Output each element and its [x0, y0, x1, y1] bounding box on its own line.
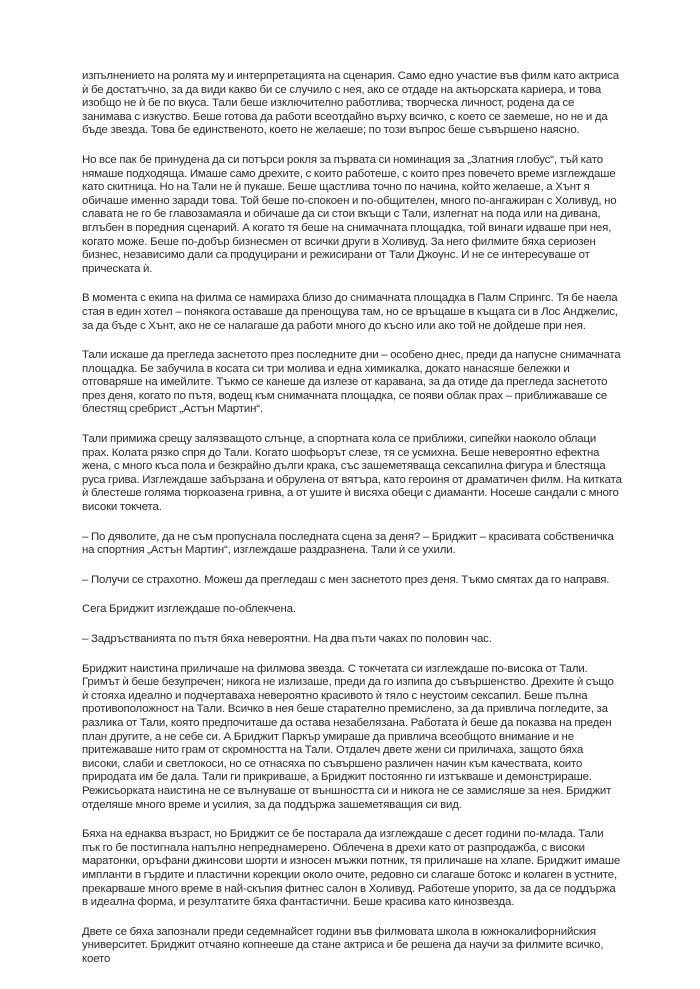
paragraph: В момента с екипа на филма се намираха близо до снимачната площадка в Палм Спрингс. Тя бе наела стая в един хотел – понякога оставаше да пренощува там, но се връщаше в къщата си в Лос Анджелис, за да бъде с Хънт, ако не се налагаше да работи много до късно или ако той не дойдеше при нея.: [82, 292, 618, 332]
paragraph: Бяха на еднаква възраст, но Бриджит се бе постарала да изглеждаше с десет години по-млада. Тали пък го бе постигнала напълно непреднамерено. Облечена в дрехи като от разпродажба, с високи маратонки, оръфани джинсови шорти и износен мъжки потник, тя приличаше на хлапе. Бриджит имаше импланти в гърдите и пластични корекции около очите, редовно си слагаше ботокс и колаген в устните, прекарваше много време в най-скъпия фитнес салон в Холивуд. Работеше упорито, за да се поддържа в идеална форма, и резултатите бяха фантастични. Беше красива като кинозвезда.: [82, 828, 621, 909]
paragraph: Сега Бриджит изглеждаше по-облекчена.: [82, 603, 296, 616]
paragraph: Тали искаше да прегледа заснетото през последните дни – особено днес, преди да напусне снимачната площадка. Бе забучила в косата си три молива и една химикалка, докато нанасяше бележки и отговаряше на имейлите. Тъкмо се канеше да излезе от каравана, за да отиде да прегледа заснетото през деня, когато по пътя, водещ към снимачната площадка, се появи облак прах – приближаваше се блестящ сребрист „Астън Мартин“.: [82, 349, 621, 416]
paragraph: Двете се бяха запознали преди седемнайсет години във филмовата школа в южнокалифорнийския университет. Бриджит отчаяно копнееше да стане актриса и бе решена да научи за филмите всичко, което: [82, 925, 604, 965]
paragraph: Но все пак бе принудена да си потърси рокля за първата си номинация за „Златния глобус“, тъй като нямаше подходяща. Имаше само дрехите, с които работеше, с които през повечето време изглеждаше като скитница. Но на Тали не ѝ пукаше. Беше щастлива точно по начина, който желаеше, а Хънт я обичаше именно заради това. Той беше по-спокоен и по-общителен, много по-ангажиран с Холивуд, но славата не го бе главозамаяла и обичаше да си стои вкъщи с Тали, излегнат на пода или на дивана, вглъбен в поредния сценарий. А когато тя беше на снимачната площадка, той винаги идваше при нея, когато може. Беше по-добър бизнесмен от всички други в Холивуд. За него филмите бяха сериозен бизнес, независимо дали са продуцирани и режисирани от Тали Джоунс. И не се интересуваше от прическата ѝ.: [82, 153, 617, 275]
body-text: [82, 70, 622, 982]
paragraph: Бриджит наистина приличаше на филмова звезда. С токчетата си изглеждаше по-висока от Тали. Гримът ѝ беше безупречен; никога не излизаше, преди да го изпипа до съвършенство. Дрехите ѝ също ѝ стояха идеално и подчертаваха невероятно красивото ѝ тяло с неустоим сексапил. Беше пълна противоположност на Тали. Всичко в нея беше старателно премислено, за да привлича погледите, за разлика от Тали, която предпочиташе да остава незабелязана. Работата ѝ беше да показва на преден план другите, а не себе си. А Бриджит Паркър умираше да привлича всеобщото внимание и не притежаваше нито грам от скромността на Тали. Отдалеч двете жени си приличаха, защото бяха високи, слаби и светлокоси, но се отнасяха по съвършено различен начин към качествата, които природата им бе дала. Тали ги прикриваше, а Бриджит постоянно ги изтъкваше и демонстрираше. Режисьорката наистина не се вълнуваше от външността си и никога не се замисляше за нея. Бриджит отделяше много време и усилия, за да поддържа зашеметяващия си вид.: [82, 662, 614, 811]
paragraph: – По дяволите, да не съм пропуснала последната сцена за деня? – Бриджит – красивата собственичка на спортния „Астън Мартин“, изглеждаше раздразнена. Тали ѝ се ухили.: [82, 530, 614, 557]
paragraph: – Задръстванията по пътя бяха невероятни. На два пъти чаках по половин час.: [82, 633, 492, 645]
paragraph: – Получи се страхотно. Можеш да прегледаш с мен заснетото през деня. Тъкмо смятах да го направя.: [82, 573, 610, 586]
paragraph: Тали примижа срещу залязващото слънце, а спортната кола се приближи, сипейки наоколо облаци прах. Колата рязко спря до Тали. Когато шофьорът слезе, тя се усмихна. Беше невероятно ефектна жена, с много къса пола и безкрайно дълги крака, със зашеметяваща сексапилна фигура и блестяща руса грива. Изглеждаше забързана и обрулена от вятъра, като героиня от драматичен филм. На китката ѝ блестеше голяма тюркоазена гривна, а от ушите ѝ висяха обеци с диаманти. Носеше сандали с много високи токчета.: [82, 433, 622, 514]
paragraph: изпълнението на ролята му и интерпретацията на сценария. Само едно участие във филм като актриса ѝ бе достатъчно, за да види какво би се случило с нея, ако се отдаде на актьорската кариера, и това изобщо не ѝ бе по вкуса. Тали беше изключително работлива; творческа личност, родена да се занимава с изкуство. Беше готова да работи всеотдайно върху всичко, с което се заемеше, но не и да бъде звезда. Това бе единственото, което не желаеше; по този въпрос беше съвършено наясно.: [82, 70, 619, 137]
